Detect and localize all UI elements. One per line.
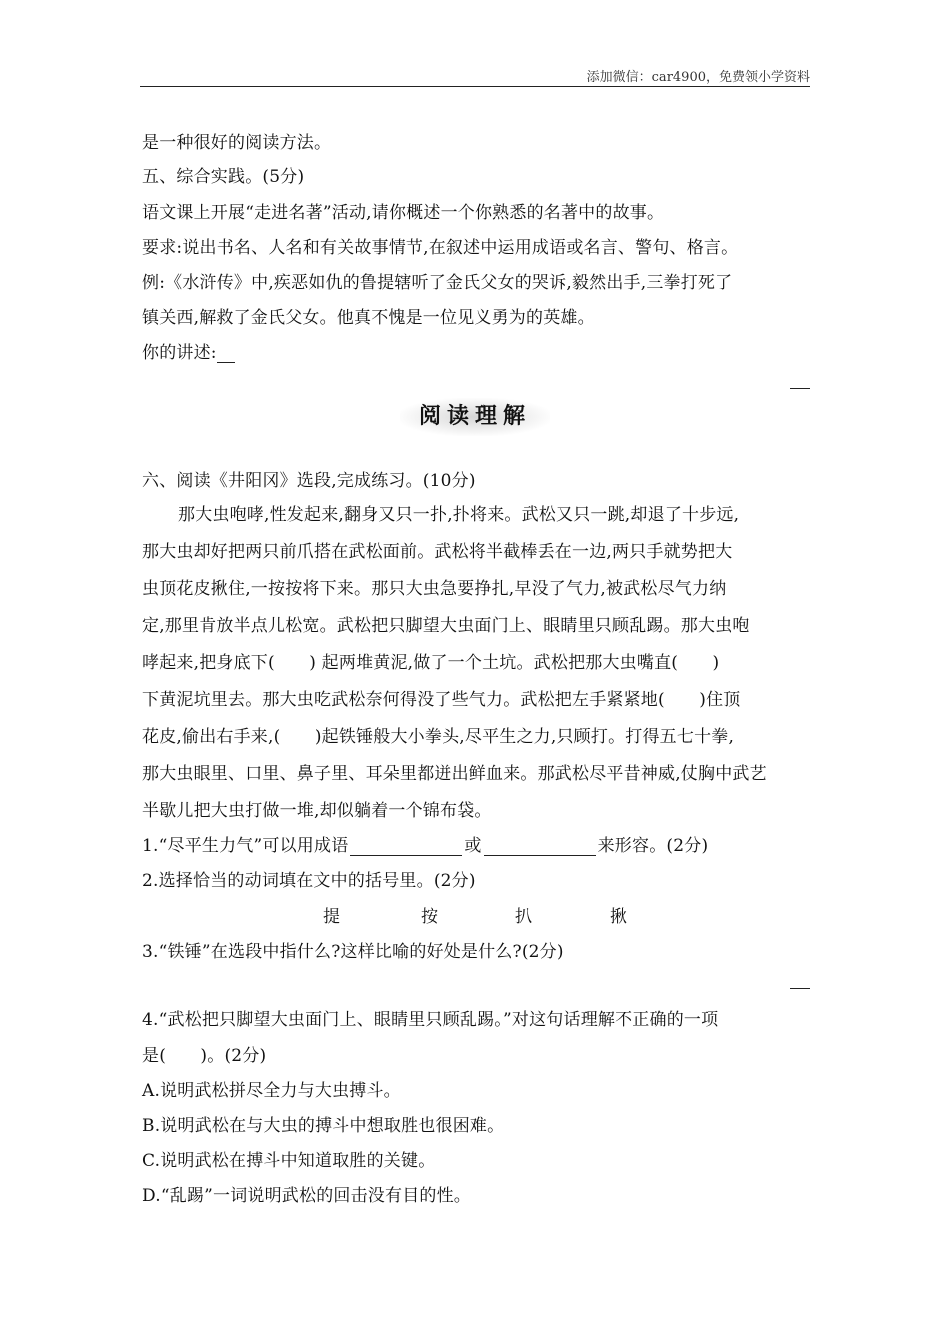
reading-comprehension-title: 阅读理解: [400, 398, 550, 436]
option-a: A.说明武松拼尽全力与大虫搏斗。: [142, 1081, 401, 1101]
question-2: 2.选择恰当的动词填在文中的括号里。(2分): [142, 871, 476, 891]
example-line-2: 镇关西,解救了金氏父女。他真不愧是一位见义勇为的英雄。: [142, 308, 595, 328]
verb-option: 扒: [515, 907, 532, 927]
question-1: [142, 831, 708, 856]
passage-line: 哮起来,把身底下( ) 起两堆黄泥,做了一个土坑。武松把那大虫嘴直( ): [142, 653, 720, 673]
verb-option: 按: [421, 907, 438, 927]
section5-heading: 五、综合实践。(5分): [142, 167, 305, 187]
option-d: D.“乱踢”一词说明武松的回击没有目的性。: [142, 1186, 472, 1206]
q1-blank-1[interactable]: [350, 839, 462, 856]
q1-suffix: 来形容。(2分): [597, 836, 709, 856]
passage-line: 定,那里肯放半点儿松宽。武松把只脚望大虫面门上、眼睛里只顾乱踢。那大虫咆: [142, 616, 750, 636]
q1-blank-2[interactable]: [484, 839, 596, 856]
carry-over-line: 是一种很好的阅读方法。: [142, 133, 332, 153]
header-divider: [140, 86, 810, 87]
option-b: B.说明武松在与大虫的搏斗中想取胜也很困难。: [142, 1116, 505, 1136]
verb-option: 揪: [610, 907, 627, 927]
section5-requirement: 要求:说出书名、人名和有关故事情节,在叙述中运用成语或名言、警句、格言。: [142, 238, 739, 258]
q1-middle: 或: [464, 836, 482, 856]
question-3: 3.“铁锤”在选段中指什么?这样比喻的好处是什么?(2分): [142, 942, 564, 962]
passage-line: 半歇儿把大虫打做一堆,却似躺着一个锦布袋。: [142, 801, 492, 821]
passage-line: 下黄泥坑里去。那大虫吃武松奈何得没了些气力。武松把左手紧紧地( )住顶: [142, 690, 741, 710]
verb-option: 提: [323, 907, 340, 927]
passage-line: 花皮,偷出右手来,( )起铁锤般大小拳头,尽平生之力,只顾打。打得五七十拳,: [142, 727, 735, 747]
passage-line: 那大虫却好把两只前爪搭在武松面前。武松将半截棒丢在一边,两只手就势把大: [142, 542, 733, 562]
option-c: C.说明武松在搏斗中知道取胜的关键。: [142, 1151, 436, 1171]
passage-line: 那大虫咆哮,性发起来,翻身又只一扑,扑将来。武松又只一跳,却退了十步远,: [178, 505, 740, 525]
answer-line-end: [790, 388, 810, 389]
section6-heading: 六、阅读《井阳冈》选段,完成练习。(10分): [142, 471, 476, 491]
section5-prompt: 语文课上开展“走进名著”活动,请你概述一个你熟悉的名著中的故事。: [142, 203, 665, 223]
question-4-line-2: 是( )。(2分): [142, 1046, 267, 1066]
header-note: 添加微信：car4900，免费领小学资料: [586, 70, 810, 85]
q3-answer-line-end: [790, 988, 810, 989]
answer-label: 你的讲述:: [142, 343, 217, 363]
answer-label-line: [142, 338, 235, 363]
passage-line: 虫顶花皮揪住,一按按将下来。那只大虫急要挣扎,早没了气力,被武松尽气力纳: [142, 579, 727, 599]
example-line-1: 例:《水浒传》中,疾恶如仇的鲁提辖听了金氏父女的哭诉,毅然出手,三拳打死了: [142, 273, 733, 293]
question-4-line-1: 4.“武松把只脚望大虫面门上、眼睛里只顾乱踢。”对这句话理解不正确的一项: [142, 1010, 719, 1030]
q1-prefix: 1.“尽平生力气”可以用成语: [142, 836, 349, 856]
answer-blank[interactable]: [217, 348, 235, 363]
passage-line: 那大虫眼里、口里、鼻子里、耳朵里都迸出鲜血来。那武松尽平昔神威,仗胸中武艺: [142, 764, 767, 784]
